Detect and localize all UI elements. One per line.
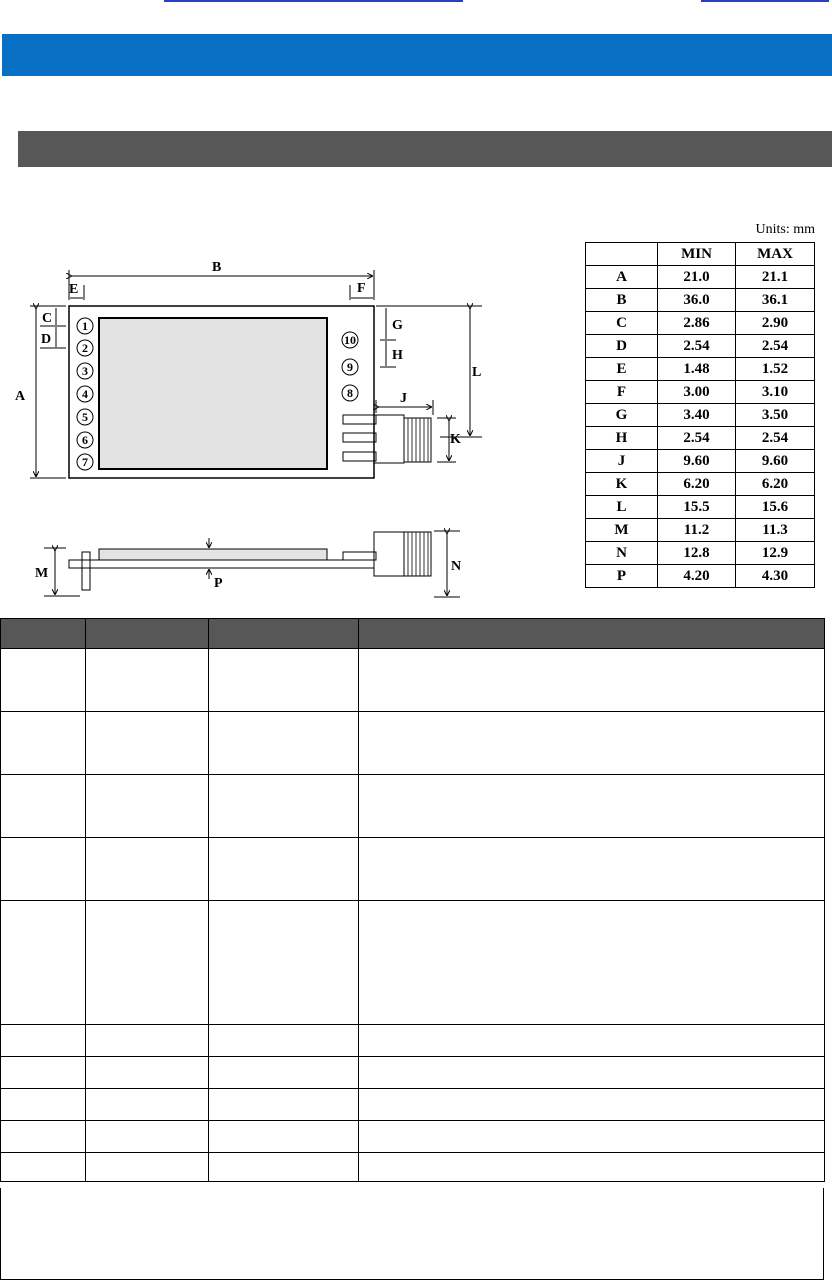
- table-row: [586, 266, 815, 289]
- header-cell: [209, 619, 359, 649]
- table-row: [586, 404, 815, 427]
- pin-number: 10: [344, 333, 356, 347]
- section-header-bar: [18, 131, 832, 167]
- units-label: Units: mm: [755, 222, 815, 237]
- header-cell: [359, 619, 825, 649]
- pin-number: 5: [82, 410, 88, 424]
- table-row: [1, 1153, 825, 1182]
- dim-max: 3.10: [736, 381, 815, 404]
- table-row: [586, 335, 815, 358]
- dim-min: 3.40: [658, 404, 736, 427]
- dim-min: 11.2: [658, 519, 736, 542]
- table-row: [586, 358, 815, 381]
- table-row: [1, 649, 825, 712]
- shield-side: [99, 549, 327, 560]
- header-cell: MAX: [736, 243, 815, 266]
- header-cell: MIN: [658, 243, 736, 266]
- table-row: [586, 542, 815, 565]
- table-row: [1, 1121, 825, 1153]
- dim-name: L: [586, 496, 658, 519]
- dim-max: 9.60: [736, 450, 815, 473]
- dim-label-G: G: [392, 318, 403, 333]
- pin-number: 6: [82, 433, 88, 447]
- table-row: [586, 565, 815, 588]
- dim-label-D: D: [41, 332, 52, 347]
- dim-label-B: B: [212, 260, 222, 275]
- pin-number: 3: [82, 364, 88, 378]
- shield-can: [99, 318, 327, 469]
- dim-min: 2.54: [658, 335, 736, 358]
- pin-table-header: [1, 619, 825, 649]
- dim-min: 2.54: [658, 427, 736, 450]
- dim-label-L: L: [472, 365, 482, 380]
- header-link-right[interactable]: [701, 0, 829, 2]
- dim-name: P: [586, 565, 658, 588]
- table-row: [586, 496, 815, 519]
- table-row: [586, 289, 815, 312]
- pin-number: 1: [82, 319, 88, 333]
- dim-max: 4.30: [736, 565, 815, 588]
- dim-max: 2.54: [736, 335, 815, 358]
- dim-name: J: [586, 450, 658, 473]
- table-row: [586, 473, 815, 496]
- pin-number: 9: [347, 360, 353, 374]
- dim-min: 3.00: [658, 381, 736, 404]
- chapter-header-bar: [2, 34, 832, 76]
- dimension-table-header: [586, 243, 815, 266]
- dim-min: 12.8: [658, 542, 736, 565]
- dim-label-K: K: [450, 432, 461, 447]
- table-row: [586, 450, 815, 473]
- dimension-table: [585, 242, 815, 588]
- dim-label-C: C: [42, 311, 53, 326]
- dim-label-P: P: [214, 576, 223, 591]
- dim-name: M: [586, 519, 658, 542]
- dim-name: C: [586, 312, 658, 335]
- table-row: [1, 1057, 825, 1089]
- header-link-left[interactable]: [164, 0, 463, 2]
- dim-max: 12.9: [736, 542, 815, 565]
- header-cell: [1, 619, 86, 649]
- dim-max: 15.6: [736, 496, 815, 519]
- dim-label-F: F: [357, 281, 366, 296]
- dim-max: 2.90: [736, 312, 815, 335]
- dim-min: 15.5: [658, 496, 736, 519]
- table-row: [1, 1089, 825, 1121]
- table-note-box: [0, 1188, 824, 1280]
- dim-min: 4.20: [658, 565, 736, 588]
- dim-name: A: [586, 266, 658, 289]
- header-cell: [86, 619, 209, 649]
- dim-name: K: [586, 473, 658, 496]
- dim-label-H: H: [392, 348, 403, 363]
- dim-label-A: A: [15, 389, 26, 404]
- dim-min: 1.48: [658, 358, 736, 381]
- dim-max: 2.54: [736, 427, 815, 450]
- table-row: [586, 381, 815, 404]
- dim-max: 1.52: [736, 358, 815, 381]
- dim-name: B: [586, 289, 658, 312]
- dim-min: 36.0: [658, 289, 736, 312]
- dim-name: N: [586, 542, 658, 565]
- table-row: [1, 775, 825, 838]
- dim-name: H: [586, 427, 658, 450]
- dim-label-J: J: [400, 391, 407, 406]
- dim-label-M: M: [35, 566, 49, 581]
- dim-max: 6.20: [736, 473, 815, 496]
- pin-number: 8: [347, 386, 353, 400]
- dim-label-N: N: [451, 559, 462, 574]
- dim-min: 6.20: [658, 473, 736, 496]
- dim-max: 36.1: [736, 289, 815, 312]
- header-cell: [586, 243, 658, 266]
- table-row: [1, 712, 825, 775]
- dim-name: F: [586, 381, 658, 404]
- table-row: [1, 901, 825, 1025]
- dim-min: 2.86: [658, 312, 736, 335]
- dim-min: 21.0: [658, 266, 736, 289]
- pcb-side: [69, 560, 374, 568]
- pin-definition-table: [0, 618, 825, 1182]
- table-row: [586, 312, 815, 335]
- table-row: [586, 519, 815, 542]
- dim-max: 3.50: [736, 404, 815, 427]
- table-row: [586, 427, 815, 450]
- dim-name: G: [586, 404, 658, 427]
- mechanical-dimension-drawing: [0, 240, 560, 610]
- dim-max: 21.1: [736, 266, 815, 289]
- dim-name: D: [586, 335, 658, 358]
- table-row: [1, 1025, 825, 1057]
- pin-number: 4: [82, 387, 88, 401]
- dim-label-E: E: [69, 282, 79, 297]
- dim-name: E: [586, 358, 658, 381]
- dim-min: 9.60: [658, 450, 736, 473]
- pin-number: 2: [82, 341, 88, 355]
- table-row: [1, 838, 825, 901]
- pin-number: 7: [82, 455, 88, 469]
- dim-max: 11.3: [736, 519, 815, 542]
